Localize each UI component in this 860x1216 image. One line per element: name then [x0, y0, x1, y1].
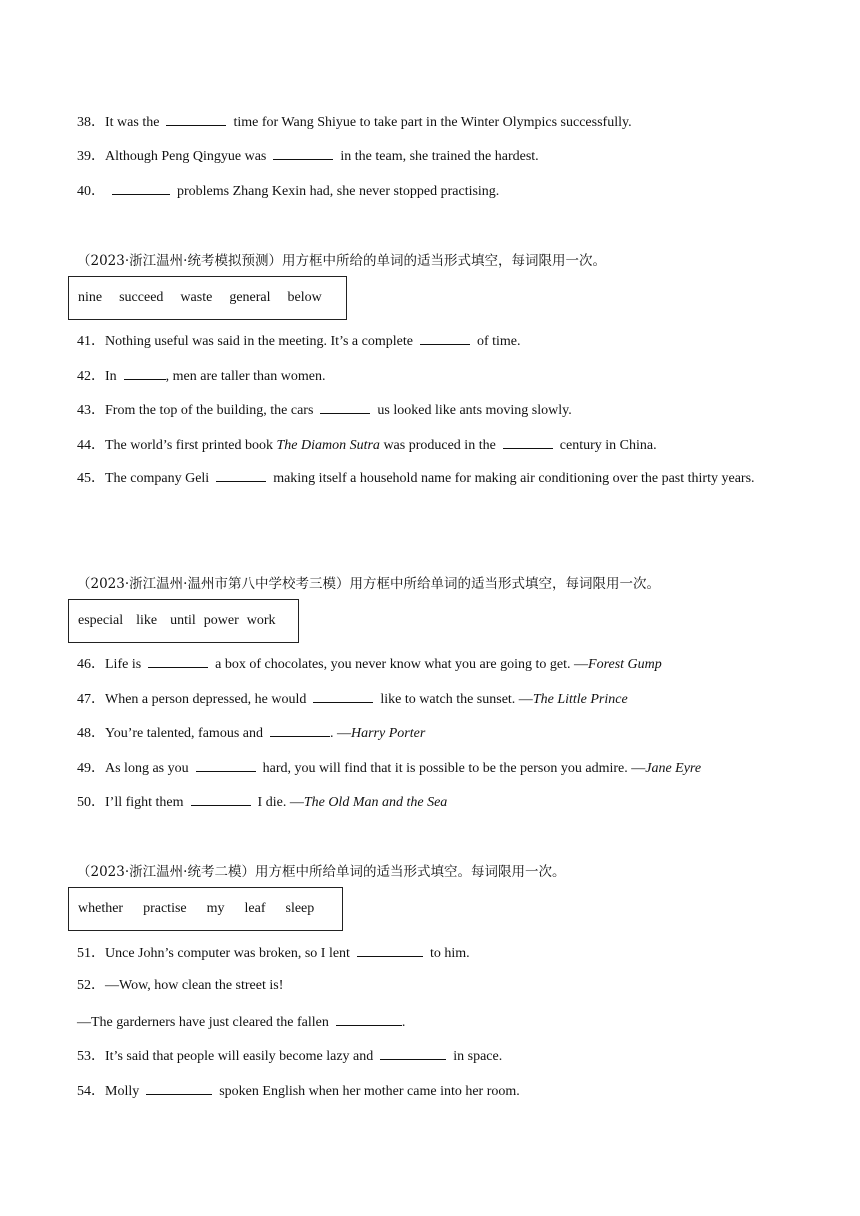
word-option: like: [136, 613, 158, 628]
quote-source: Forest Gump: [588, 657, 662, 672]
question-number: 38．: [77, 115, 105, 130]
question-text: The world’s first printed book: [105, 438, 273, 453]
question-text: Unce John’s computer was broken, so I lent: [105, 946, 350, 961]
word-option: nine: [78, 290, 103, 305]
question-41: [77, 331, 520, 351]
quote-source: Harry Porter: [351, 726, 426, 741]
question-text: Although Peng Qingyue was: [105, 149, 267, 164]
question-text: was produced in the: [383, 438, 496, 453]
question-text: of time.: [476, 334, 521, 349]
word-option: sleep: [285, 901, 315, 916]
question-number: 52．: [77, 978, 105, 993]
word-option: succeed: [119, 290, 164, 305]
question-text: . —: [330, 726, 351, 741]
answer-blank[interactable]: [166, 112, 226, 126]
question-52: [77, 977, 283, 995]
question-text: in the team, she trained the hardest.: [340, 149, 539, 164]
question-text: Life is: [105, 657, 142, 672]
question-text: When a person depressed, he would: [105, 692, 307, 707]
word-option: my: [206, 901, 225, 916]
question-number: 45．: [77, 471, 105, 486]
answer-blank[interactable]: [420, 331, 470, 345]
question-text: , men are taller than women.: [165, 369, 326, 384]
word-option: practise: [143, 901, 187, 916]
question-49: [77, 758, 701, 778]
answer-blank[interactable]: [357, 943, 423, 957]
question-47: [77, 689, 628, 709]
question-text: The company Geli: [105, 471, 210, 486]
question-text: It was the: [105, 115, 160, 130]
question-52-reply: [77, 1012, 405, 1032]
word-option: especial: [78, 613, 124, 628]
question-text: It’s said that people will easily become lazy and: [105, 1049, 374, 1064]
answer-blank[interactable]: [313, 689, 373, 703]
question-text: You’re talented, famous and: [105, 726, 263, 741]
answer-blank[interactable]: [146, 1081, 212, 1095]
answer-blank[interactable]: [196, 758, 256, 772]
question-number: 39．: [77, 149, 105, 164]
question-number: 50．: [77, 795, 105, 810]
question-number: 51．: [77, 946, 105, 961]
word-option: whether: [78, 901, 124, 916]
question-text: spoken English when her mother came into her room.: [219, 1084, 520, 1099]
answer-blank[interactable]: [320, 400, 370, 414]
question-39: [77, 146, 539, 166]
question-43: [77, 400, 572, 420]
question-number: 40．: [77, 184, 105, 199]
question-text: century in China.: [559, 438, 657, 453]
question-38: [77, 112, 632, 132]
word-option: leaf: [244, 901, 266, 916]
quote-source: Jane Eyre: [645, 761, 702, 776]
question-text: In: [105, 369, 117, 384]
question-text: Molly: [105, 1084, 140, 1099]
question-54: [77, 1081, 520, 1101]
question-text: hard, you will find that it is possible to be the person you admire. —: [262, 761, 646, 776]
question-text: As long as you: [105, 761, 189, 776]
answer-blank[interactable]: [148, 654, 208, 668]
word-option: work: [246, 613, 276, 628]
question-text: I’ll fight them: [105, 795, 184, 810]
question-text: .: [401, 1015, 406, 1030]
question-48: [77, 723, 425, 743]
word-box: [68, 599, 299, 643]
question-text: Nothing useful was said in the meeting. It’s a complete: [105, 334, 413, 349]
quote-source: The Little Prince: [532, 692, 628, 707]
question-number: 46．: [77, 657, 105, 672]
question-text: time for Wang Shiyue to take part in the Winter Olympics successfully.: [233, 115, 632, 130]
answer-blank[interactable]: [380, 1046, 446, 1060]
question-text: I die. —: [257, 795, 304, 810]
question-46: [77, 654, 662, 674]
question-42: [77, 366, 325, 386]
word-option: general: [229, 290, 271, 305]
word-box: [68, 887, 343, 931]
question-text: us looked like ants moving slowly.: [377, 403, 572, 418]
question-text: From the top of the building, the cars: [105, 403, 314, 418]
question-number: 53．: [77, 1049, 105, 1064]
question-text: a box of chocolates, you never know what you are going to get. —: [215, 657, 589, 672]
question-number: 42．: [77, 369, 105, 384]
question-text: —Wow, how clean the street is!: [105, 978, 284, 993]
question-number: 49．: [77, 761, 105, 776]
question-text: making itself a household name for making air conditioning over the past thirty years.: [273, 471, 755, 486]
answer-blank[interactable]: [191, 792, 251, 806]
question-number: 44．: [77, 438, 105, 453]
answer-blank[interactable]: [336, 1012, 402, 1026]
question-53: [77, 1046, 502, 1066]
quote-source: The Old Man and the Sea: [303, 795, 448, 810]
word-option: below: [287, 290, 322, 305]
answer-blank[interactable]: [216, 468, 266, 482]
question-text: in space.: [453, 1049, 503, 1064]
question-number: 47．: [77, 692, 105, 707]
question-text: problems Zhang Kexin had, she never stopped practising.: [177, 184, 500, 199]
book-title: The Diamon Sutra: [276, 438, 380, 453]
question-number: 54．: [77, 1084, 105, 1099]
question-text: to him.: [429, 946, 470, 961]
answer-blank[interactable]: [503, 435, 553, 449]
question-44: [77, 435, 657, 455]
answer-blank[interactable]: [273, 146, 333, 160]
question-text: like to watch the sunset. —: [380, 692, 533, 707]
answer-blank[interactable]: [270, 723, 330, 737]
section-heading: （2023·浙江温州·温州市第八中学校考三模）用方框中所给单词的适当形式填空，每词限用一次。: [77, 576, 660, 592]
word-box: [68, 276, 347, 320]
question-50: [77, 792, 447, 812]
word-option: until: [170, 613, 196, 628]
question-number: 43．: [77, 403, 105, 418]
question-number: 48．: [77, 726, 105, 741]
answer-blank[interactable]: [112, 181, 170, 195]
question-number: 41．: [77, 334, 105, 349]
question-45: [77, 461, 783, 496]
question-text: —The garderners have just cleared the fallen: [77, 1015, 329, 1030]
question-51: [77, 943, 470, 963]
section-heading: （2023·浙江温州·统考模拟预测）用方框中所给的单词的适当形式填空，每词限用一次。: [77, 253, 606, 269]
section-heading: （2023·浙江温州·统考二模）用方框中所给单词的适当形式填空。每词限用一次。: [77, 864, 566, 880]
word-option: waste: [180, 290, 213, 305]
answer-blank[interactable]: [124, 366, 166, 380]
word-option: power: [203, 613, 239, 628]
question-40: [77, 181, 499, 201]
